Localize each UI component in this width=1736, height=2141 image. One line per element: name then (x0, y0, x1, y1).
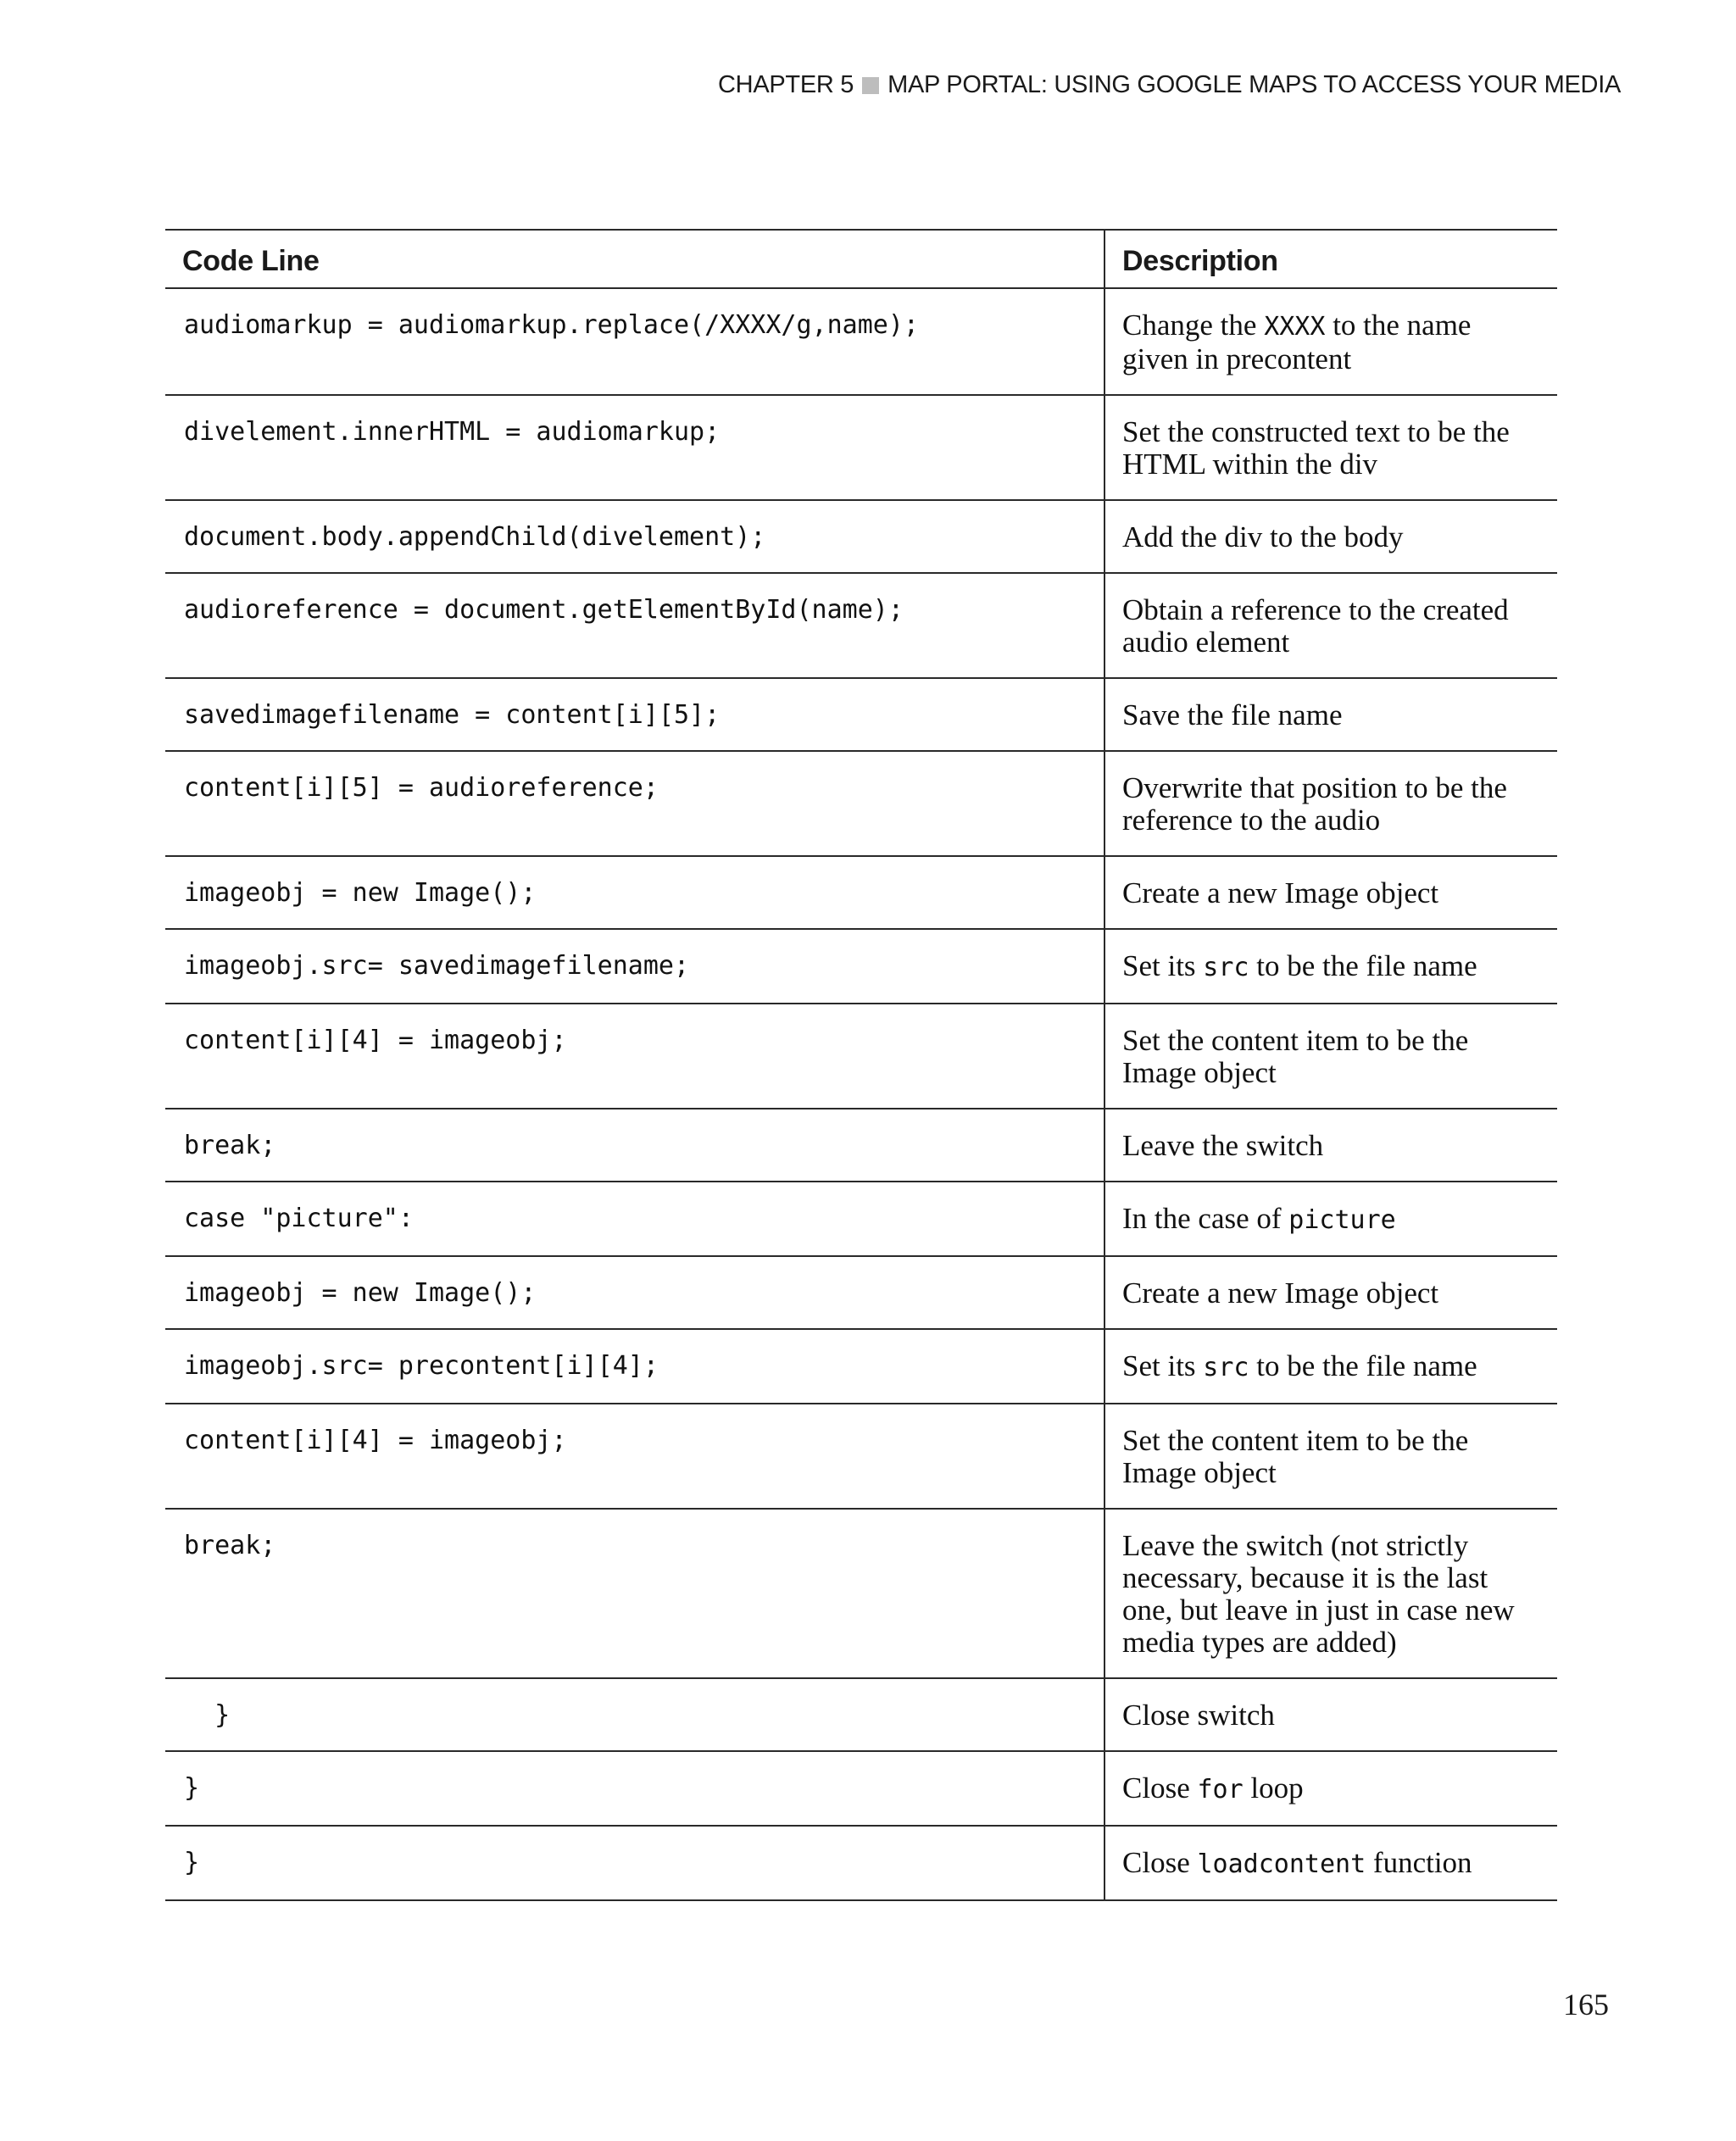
description-cell (1104, 1404, 1557, 1509)
description-text: loop (1243, 1771, 1304, 1805)
table-row (165, 395, 1557, 500)
description-cell (1104, 1004, 1557, 1109)
description-cell (1104, 929, 1557, 1004)
description-text: Create a new Image object (1122, 1276, 1439, 1310)
table-row (165, 1329, 1557, 1404)
table-header-row (165, 230, 1557, 288)
description-cell (1104, 678, 1557, 751)
description-text: Close switch (1122, 1699, 1275, 1732)
description-cell (1104, 1182, 1557, 1256)
page-number: 165 (1563, 1988, 1609, 2021)
description-cell (1104, 751, 1557, 856)
table-row (165, 1182, 1557, 1256)
description-text: Close (1122, 1846, 1198, 1879)
description-text: Set the constructed text to be the HTML within the div (1122, 415, 1510, 481)
table-row (165, 500, 1557, 573)
table-row (165, 1004, 1557, 1109)
code-line-cell: divelement.innerHTML = audiomarkup; (165, 395, 1104, 500)
chapter-label: CHAPTER 5 (718, 71, 854, 98)
description-text: Leave the switch (not strictly necessary, because it is the last one, but leave in just in case new media types are added) (1122, 1529, 1515, 1659)
code-line-cell: } (165, 1751, 1104, 1826)
description-text: to the name given in precontent (1122, 309, 1472, 375)
description-text: Create a new Image object (1122, 876, 1439, 909)
table-row (165, 856, 1557, 929)
description-cell (1104, 1751, 1557, 1826)
table-row (165, 573, 1557, 678)
description-text: In the case of (1122, 1202, 1289, 1235)
table-row (165, 1404, 1557, 1509)
table-row (165, 1678, 1557, 1751)
description-text: Set its (1122, 949, 1204, 982)
code-line-cell: break; (165, 1109, 1104, 1182)
code-description-table (165, 229, 1557, 1901)
description-text: Set its (1122, 1349, 1204, 1382)
table-row (165, 1256, 1557, 1329)
description-cell (1104, 1678, 1557, 1751)
running-header (718, 71, 1621, 99)
inline-code: loadcontent (1197, 1849, 1366, 1879)
description-text: Add the div to the body (1122, 520, 1404, 553)
table-body (165, 288, 1557, 1900)
inline-code: src (1203, 953, 1249, 982)
code-line-cell: imageobj = new Image(); (165, 1256, 1104, 1329)
description-cell (1104, 1329, 1557, 1404)
table-row (165, 1509, 1557, 1678)
inline-code: src (1203, 1353, 1249, 1382)
code-line-cell: case "picture": (165, 1182, 1104, 1256)
description-text: Close (1122, 1771, 1198, 1805)
column-header-description: Description (1104, 230, 1557, 288)
code-line-cell: document.body.appendChild(divelement); (165, 500, 1104, 573)
inline-code: XXXX (1264, 312, 1326, 342)
description-cell (1104, 500, 1557, 573)
column-header-code-line: Code Line (165, 230, 1104, 288)
code-line-cell: imageobj.src= precontent[i][4]; (165, 1329, 1104, 1404)
description-cell (1104, 1256, 1557, 1329)
code-line-cell: break; (165, 1509, 1104, 1678)
table-row (165, 751, 1557, 856)
code-line-cell: } (165, 1826, 1104, 1900)
description-cell (1104, 1826, 1557, 1900)
table-row (165, 1826, 1557, 1900)
description-text: Save the file name (1122, 698, 1343, 731)
description-text: Set the content item to be the Image object (1122, 1424, 1469, 1489)
code-line-cell: audioreference = document.getElementById(name); (165, 573, 1104, 678)
description-cell (1104, 856, 1557, 929)
separator-square-icon (862, 77, 879, 94)
description-text: function (1366, 1846, 1472, 1879)
description-cell (1104, 395, 1557, 500)
description-text: to be the file name (1249, 949, 1477, 982)
chapter-title: MAP PORTAL: USING GOOGLE MAPS TO ACCESS YOUR MEDIA (887, 71, 1621, 98)
table-row (165, 929, 1557, 1004)
code-line-cell: imageobj.src= savedimagefilename; (165, 929, 1104, 1004)
description-cell (1104, 1509, 1557, 1678)
table-row (165, 678, 1557, 751)
code-line-cell: audiomarkup = audiomarkup.replace(/XXXX/g,name); (165, 288, 1104, 395)
code-line-cell: content[i][5] = audioreference; (165, 751, 1104, 856)
description-cell (1104, 288, 1557, 395)
description-text: Leave the switch (1122, 1129, 1324, 1162)
code-line-cell: savedimagefilename = content[i][5]; (165, 678, 1104, 751)
code-line-cell: content[i][4] = imageobj; (165, 1404, 1104, 1509)
code-line-cell: imageobj = new Image(); (165, 856, 1104, 929)
description-text: Overwrite that position to be the reference to the audio (1122, 771, 1507, 837)
description-cell (1104, 573, 1557, 678)
description-text: Change the (1122, 309, 1265, 342)
description-cell (1104, 1109, 1557, 1182)
table-row (165, 288, 1557, 395)
inline-code: picture (1288, 1205, 1396, 1235)
description-text: to be the file name (1249, 1349, 1477, 1382)
inline-code: for (1197, 1775, 1244, 1805)
code-line-cell: content[i][4] = imageobj; (165, 1004, 1104, 1109)
description-text: Obtain a reference to the created audio element (1122, 593, 1509, 659)
table-row (165, 1751, 1557, 1826)
description-text: Set the content item to be the Image object (1122, 1024, 1469, 1089)
table-row (165, 1109, 1557, 1182)
code-line-cell: } (165, 1678, 1104, 1751)
